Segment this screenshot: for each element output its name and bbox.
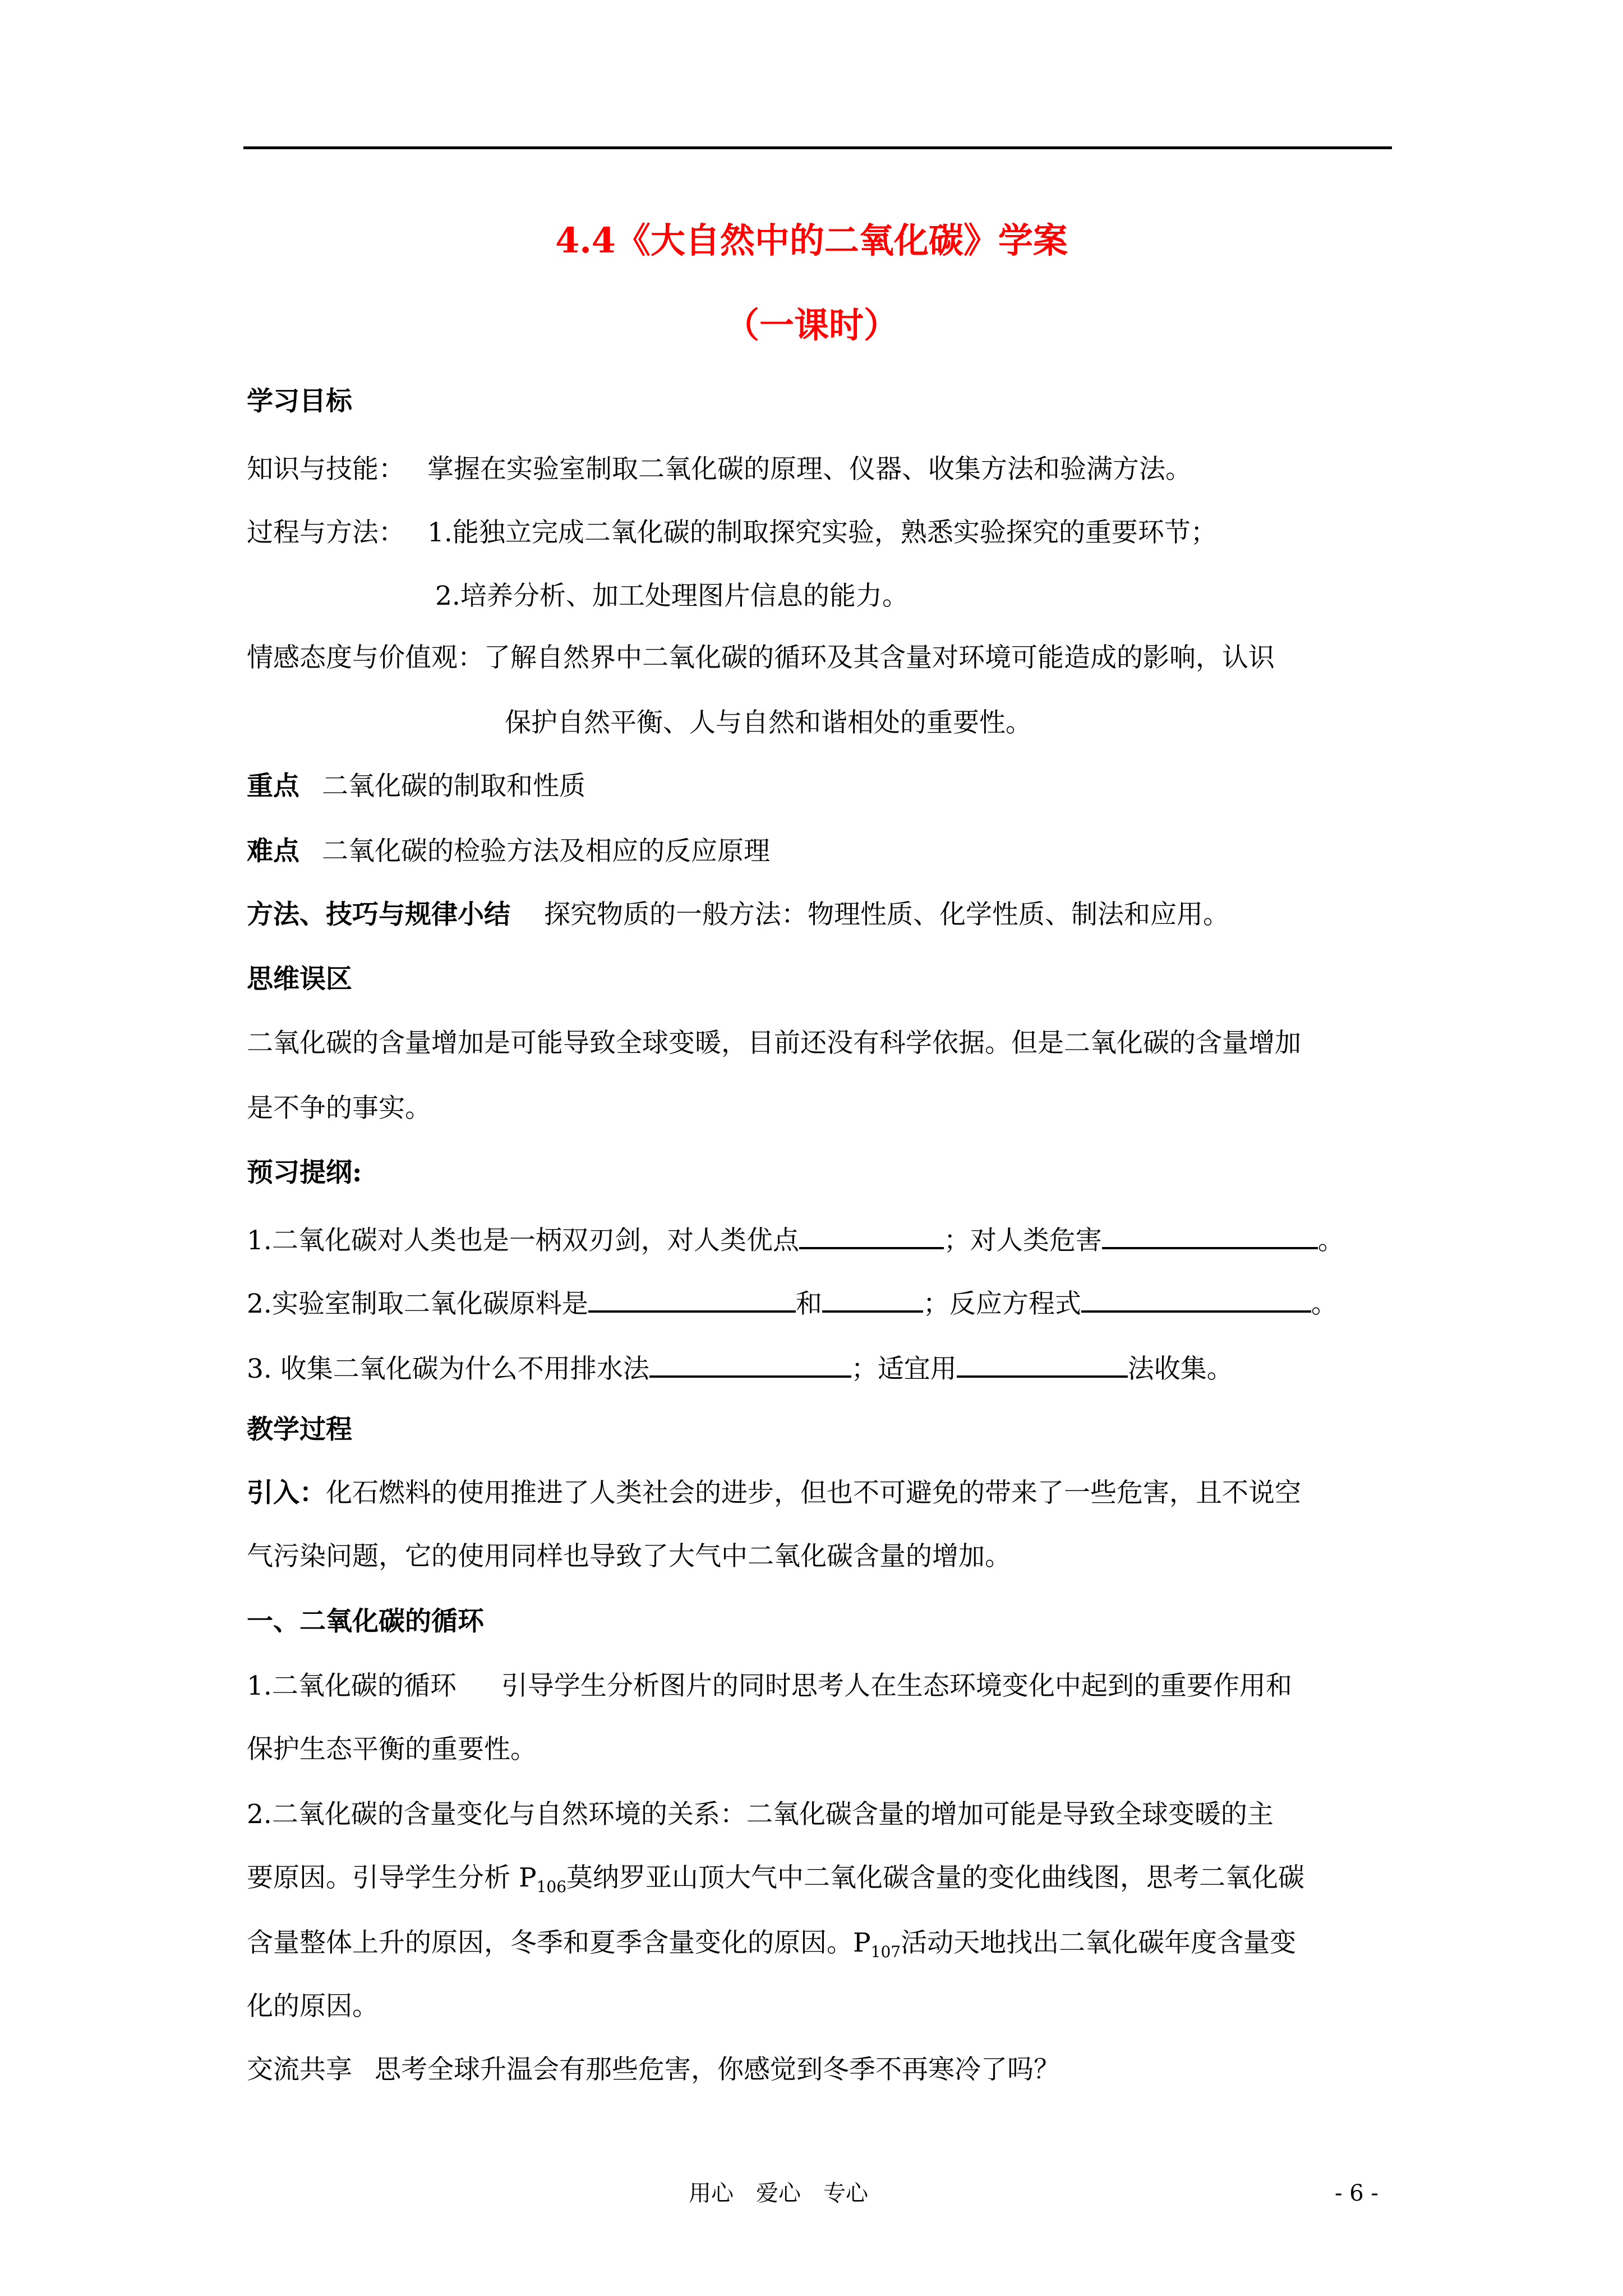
question-3-text: 3. 收集二氧化碳为什么不用排水法 [247, 1354, 649, 1384]
question-2-and: 和 [795, 1289, 822, 1319]
question-1-end: 。 [1317, 1225, 1344, 1256]
page-ref-107: 107 [870, 1943, 901, 1961]
item-1-label: 1.二氧化碳的循环 [247, 1671, 457, 1701]
blank-harm[interactable] [1102, 1222, 1318, 1249]
teaching-heading: 教学过程 [247, 1414, 352, 1445]
key-point-label: 重点 [247, 771, 299, 802]
blank-water-reason[interactable] [649, 1351, 851, 1378]
emotion-label: 情感态度与价值观： [247, 642, 484, 673]
item-1-text: 引导学生分析图片的同时思考人在生态环境变化中起到的重要作用和 [501, 1671, 1292, 1701]
question-1-text: 1.二氧化碳对人类也是一柄双刃剑，对人类优点 [247, 1225, 799, 1256]
blank-collection-method[interactable] [957, 1351, 1128, 1378]
footer-motto-3: 专心 [823, 2180, 868, 2206]
item-2-line-3 [247, 1927, 1296, 1959]
question-2-text: 2.实验室制取二氧化碳原料是 [247, 1289, 588, 1319]
footer-motto-1: 用心 [689, 2180, 734, 2206]
preview-question-3 [247, 1351, 1233, 1385]
item-1-text-2: 保护生态平衡的重要性。 [247, 1734, 537, 1765]
misconception-text-2: 是不争的事实。 [247, 1093, 431, 1124]
knowledge-label: 知识与技能： [247, 454, 405, 485]
question-1-text-b: ；对人类危害 [943, 1225, 1102, 1256]
emotion-text-2: 保护自然平衡、人与自然和谐相处的重要性。 [505, 707, 1032, 738]
item-2-line-1: 2.二氧化碳的含量变化与自然环境的关系：二氧化碳含量的增加可能是导致全球变暖的主 [247, 1799, 1274, 1830]
intro-label: 引入： [247, 1478, 326, 1508]
misconception-text-1: 二氧化碳的含量增加是可能导致全球变暖，目前还没有科学依据。但是二氧化碳的含量增加 [247, 1028, 1301, 1059]
key-point-line [247, 771, 585, 802]
knowledge-line [247, 454, 1192, 485]
misconception-heading: 思维误区 [247, 964, 352, 995]
question-2-text-c: ；反应方程式 [923, 1289, 1081, 1319]
preview-heading: 预习提纲: [247, 1157, 362, 1188]
difficulty-line [247, 836, 770, 867]
blank-advantage[interactable] [799, 1222, 944, 1249]
difficulty-label: 难点 [247, 836, 299, 867]
share-label: 交流共享 [247, 2054, 352, 2085]
blank-material-2[interactable] [822, 1286, 923, 1313]
page-ref-106: 106 [536, 1878, 567, 1896]
document-title: 4.4《大自然中的二氧化碳》学案 [555, 220, 1068, 261]
question-3-end: 法收集。 [1127, 1354, 1233, 1384]
item-2-line-4: 化的原因。 [247, 1991, 379, 2022]
share-line [247, 2054, 1060, 2086]
objectives-heading: 学习目标 [247, 386, 352, 417]
item-2-text-b1: 要原因。引导学生分析 P [247, 1862, 537, 1893]
process-item-1: 1.能独立完成二氧化碳的制取探究实验，熟悉实验探究的重要环节； [427, 517, 1217, 548]
section-1-heading: 一、二氧化碳的循环 [247, 1606, 484, 1637]
question-3-text-b: ；适宜用 [851, 1354, 957, 1384]
blank-equation[interactable] [1081, 1286, 1311, 1313]
document-subtitle: （一课时） [724, 305, 898, 346]
methods-line [247, 899, 1229, 931]
preview-question-2 [247, 1286, 1338, 1320]
intro-line-1 [247, 1478, 1301, 1509]
intro-text-2: 气污染问题，它的使用同样也导致了大气中二氧化碳含量的增加。 [247, 1541, 1011, 1572]
footer-motto [689, 2180, 868, 2207]
process-line [247, 517, 1217, 549]
process-label: 过程与方法： [247, 517, 405, 548]
item-2-text-c2: 活动天地找出二氧化碳年度含量变 [901, 1927, 1297, 1958]
intro-text-1: 化石燃料的使用推进了人类社会的进步，但也不可避免的带来了一些危害，且不说空 [326, 1478, 1301, 1508]
footer-motto-2: 爱心 [756, 2180, 801, 2206]
item-2-text-c1: 含量整体上升的原因，冬季和夏季含量变化的原因。P [247, 1927, 871, 1958]
key-point-text: 二氧化碳的制取和性质 [322, 771, 585, 802]
knowledge-text: 掌握在实验室制取二氧化碳的原理、仪器、收集方法和验满方法。 [427, 454, 1192, 485]
blank-material-1[interactable] [588, 1286, 796, 1313]
item-2-line-2 [247, 1862, 1304, 1894]
process-item-2: 2.培养分析、加工处理图片信息的能力。 [435, 581, 909, 611]
methods-label: 方法、技巧与规律小结 [247, 899, 510, 930]
page-number: - 6 - [1335, 2180, 1378, 2206]
preview-question-1 [247, 1222, 1344, 1257]
difficulty-text: 二氧化碳的检验方法及相应的反应原理 [322, 836, 770, 867]
header-rule [243, 146, 1392, 149]
question-2-end: 。 [1311, 1289, 1338, 1319]
share-text: 思考全球升温会有那些危害，你感觉到冬季不再寒冷了吗？ [375, 2054, 1060, 2085]
emotion-text-1: 了解自然界中二氧化碳的循环及其含量对环境可能造成的影响，认识 [484, 642, 1275, 673]
emotion-line [247, 642, 1275, 674]
item-2-text-b2: 莫纳罗亚山顶大气中二氧化碳含量的变化曲线图，思考二氧化碳 [566, 1862, 1305, 1893]
item-1-line [247, 1671, 1292, 1702]
methods-text: 探究物质的一般方法：物理性质、化学性质、制法和应用。 [544, 899, 1229, 930]
